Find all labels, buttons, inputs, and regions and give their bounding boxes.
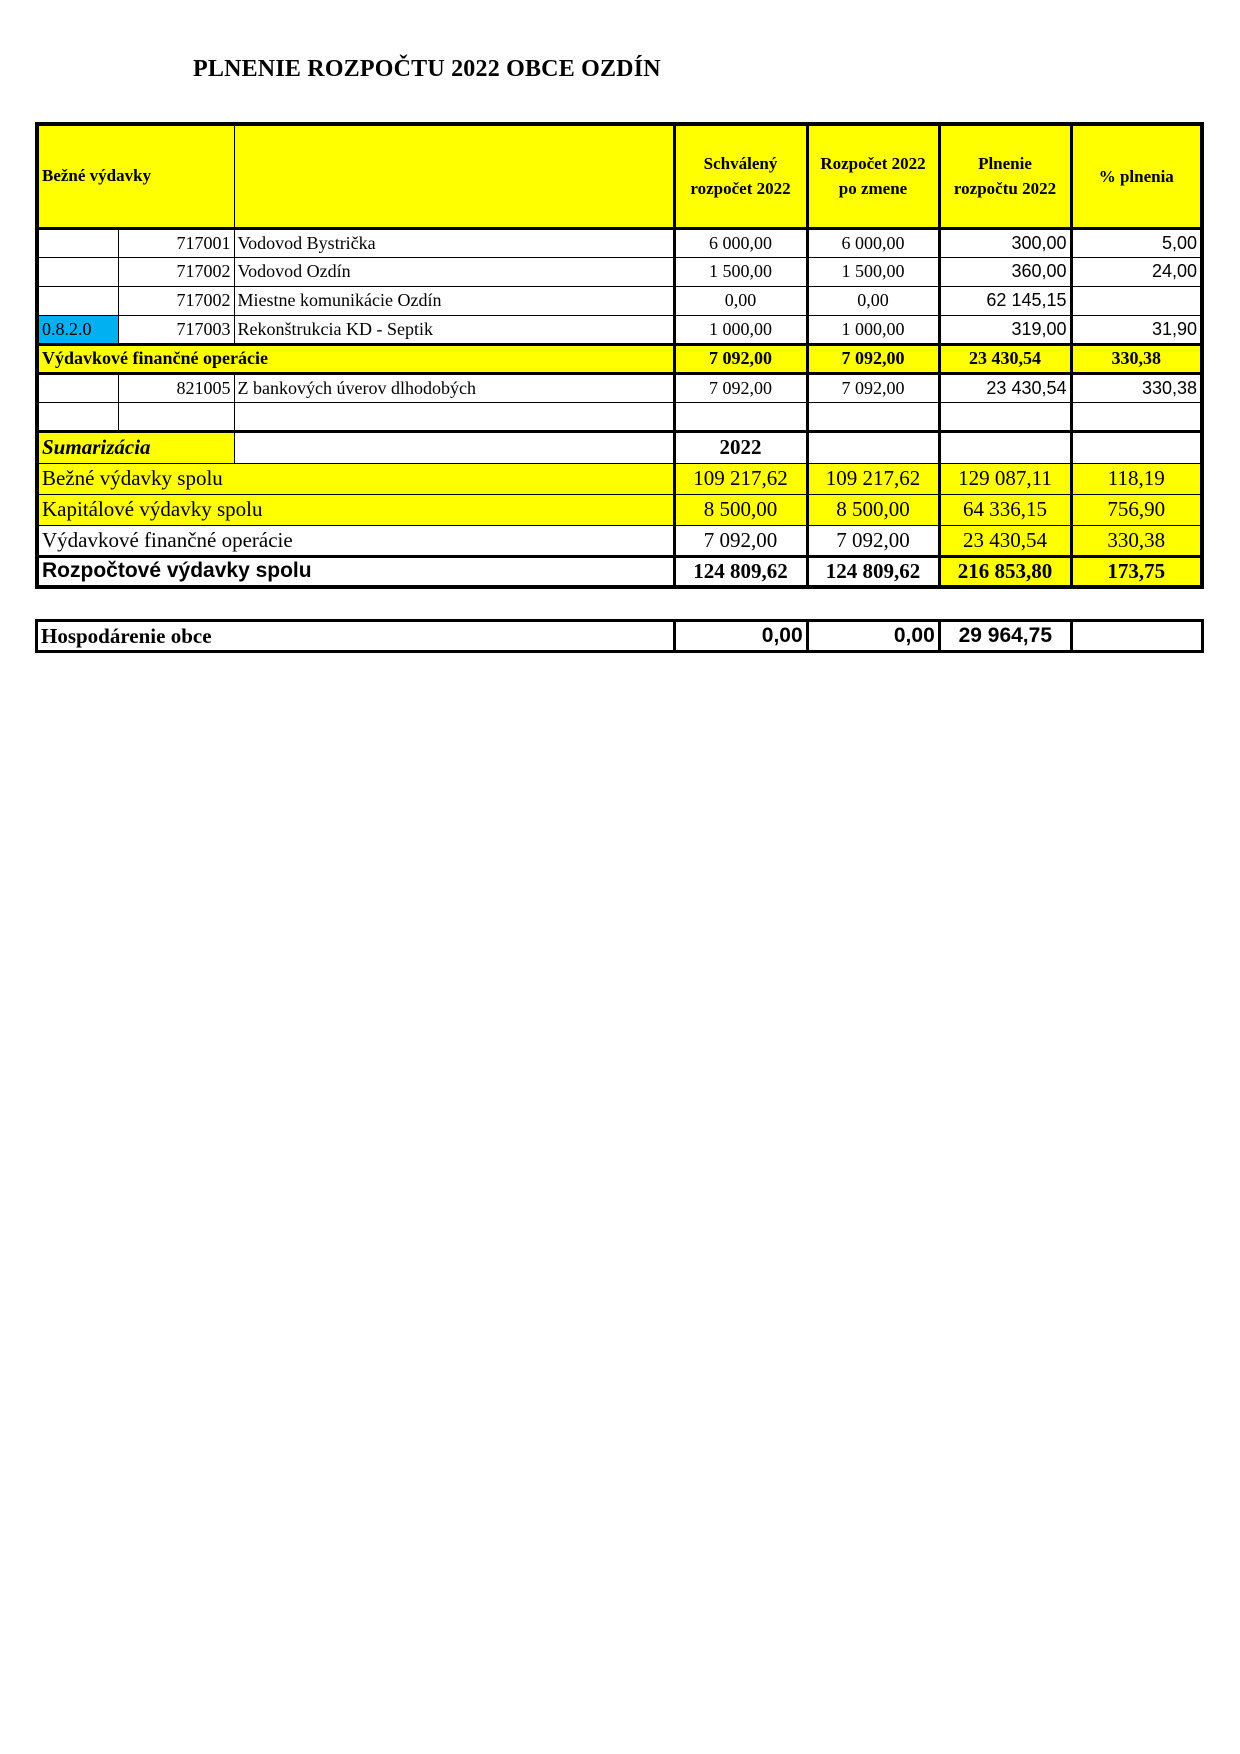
economy-table (35, 619, 1204, 653)
approved-cell: 8 500,00 (674, 494, 807, 525)
approved-cell: 1 000,00 (674, 315, 807, 344)
pct-cell: 330,38 (1071, 525, 1202, 556)
table-row (37, 228, 1202, 257)
amended-cell: 8 500,00 (807, 494, 939, 525)
summary-total-row (37, 556, 1202, 587)
pct-cell: 330,38 (1071, 344, 1202, 373)
fulfil-cell: 216 853,80 (939, 556, 1071, 587)
code-cell: 0.8.2.0 (37, 315, 118, 344)
fulfil-cell: 129 087,11 (939, 463, 1071, 494)
name-cell: Rekonštrukcia KD - Septik (234, 315, 674, 344)
name-cell: Vodovod Ozdín (234, 257, 674, 286)
item-cell: 821005 (118, 373, 234, 402)
fulfil-cell: 23 430,54 (939, 373, 1071, 402)
approved-cell: 124 809,62 (674, 556, 807, 587)
approved-cell: 1 500,00 (674, 257, 807, 286)
name-cell: Vodovod Bystrička (234, 228, 674, 257)
summary-label: Sumarizácia (37, 431, 234, 463)
item-cell: 717002 (118, 286, 234, 315)
code-cell (37, 228, 118, 257)
fulfil-cell: 319,00 (939, 315, 1071, 344)
amended-cell: 6 000,00 (807, 228, 939, 257)
summary-row-label: Výdavkové finančné operácie (37, 525, 674, 556)
pct-cell: 24,00 (1071, 257, 1202, 286)
name-cell: Z bankových úverov dlhodobých (234, 373, 674, 402)
item-cell: 717003 (118, 315, 234, 344)
header-pct: % plnenia (1071, 124, 1202, 228)
amended-cell: 1 000,00 (807, 315, 939, 344)
section-header: Bežné výdavky (37, 124, 234, 228)
summary-row (37, 525, 1202, 556)
amended-cell: 0,00 (807, 621, 939, 652)
approved-cell: 0,00 (674, 286, 807, 315)
amended-cell: 109 217,62 (807, 463, 939, 494)
code-cell (37, 257, 118, 286)
approved-cell: 6 000,00 (674, 228, 807, 257)
pct-cell: 118,19 (1071, 463, 1202, 494)
approved-cell: 7 092,00 (674, 373, 807, 402)
pct-cell (1071, 621, 1202, 652)
economy-label: Hospodárenie obce (37, 621, 675, 652)
fulfil-cell: 360,00 (939, 257, 1071, 286)
economy-row (37, 621, 1203, 652)
amended-cell: 7 092,00 (807, 344, 939, 373)
item-cell: 717001 (118, 228, 234, 257)
name-cell: Miestne komunikácie Ozdín (234, 286, 674, 315)
fin-ops-label: Výdavkové finančné operácie (37, 344, 674, 373)
fulfil-cell: 300,00 (939, 228, 1071, 257)
pct-cell: 173,75 (1071, 556, 1202, 587)
summary-year: 2022 (674, 431, 807, 463)
table-row (37, 315, 1202, 344)
item-cell: 717002 (118, 257, 234, 286)
code-cell (37, 286, 118, 315)
approved-cell: 7 092,00 (674, 344, 807, 373)
fulfil-cell: 62 145,15 (939, 286, 1071, 315)
summary-row-label: Rozpočtové výdavky spolu (37, 556, 674, 587)
amended-cell: 1 500,00 (807, 257, 939, 286)
page-title: PLNENIE ROZPOČTU 2022 OBCE OZDÍN (193, 56, 661, 82)
pct-cell: 756,90 (1071, 494, 1202, 525)
table-header-row (37, 124, 1202, 228)
header-amended: Rozpočet 2022 po zmene (807, 124, 939, 228)
summary-row (37, 463, 1202, 494)
pct-cell (1071, 286, 1202, 315)
fulfil-cell: 64 336,15 (939, 494, 1071, 525)
summary-row-label: Bežné výdavky spolu (37, 463, 674, 494)
header-fulfil: Plnenie rozpočtu 2022 (939, 124, 1071, 228)
empty-row (37, 402, 1202, 431)
budget-table (35, 122, 1204, 589)
amended-cell: 124 809,62 (807, 556, 939, 587)
fulfil-cell: 29 964,75 (939, 621, 1071, 652)
amended-cell: 7 092,00 (807, 373, 939, 402)
pct-cell: 5,00 (1071, 228, 1202, 257)
amended-cell: 7 092,00 (807, 525, 939, 556)
table-row (37, 286, 1202, 315)
approved-cell: 0,00 (674, 621, 807, 652)
pct-cell: 330,38 (1071, 373, 1202, 402)
approved-cell: 7 092,00 (674, 525, 807, 556)
amended-cell: 0,00 (807, 286, 939, 315)
approved-cell: 109 217,62 (674, 463, 807, 494)
summary-row (37, 494, 1202, 525)
summary-title-row (37, 431, 1202, 463)
code-cell (37, 373, 118, 402)
fulfil-cell: 23 430,54 (939, 525, 1071, 556)
table-row (37, 257, 1202, 286)
fin-ops-row (37, 344, 1202, 373)
header-approved: Schválený rozpočet 2022 (674, 124, 807, 228)
table-row (37, 373, 1202, 402)
header-empty-cell (234, 124, 674, 228)
fulfil-cell: 23 430,54 (939, 344, 1071, 373)
pct-cell: 31,90 (1071, 315, 1202, 344)
summary-row-label: Kapitálové výdavky spolu (37, 494, 674, 525)
